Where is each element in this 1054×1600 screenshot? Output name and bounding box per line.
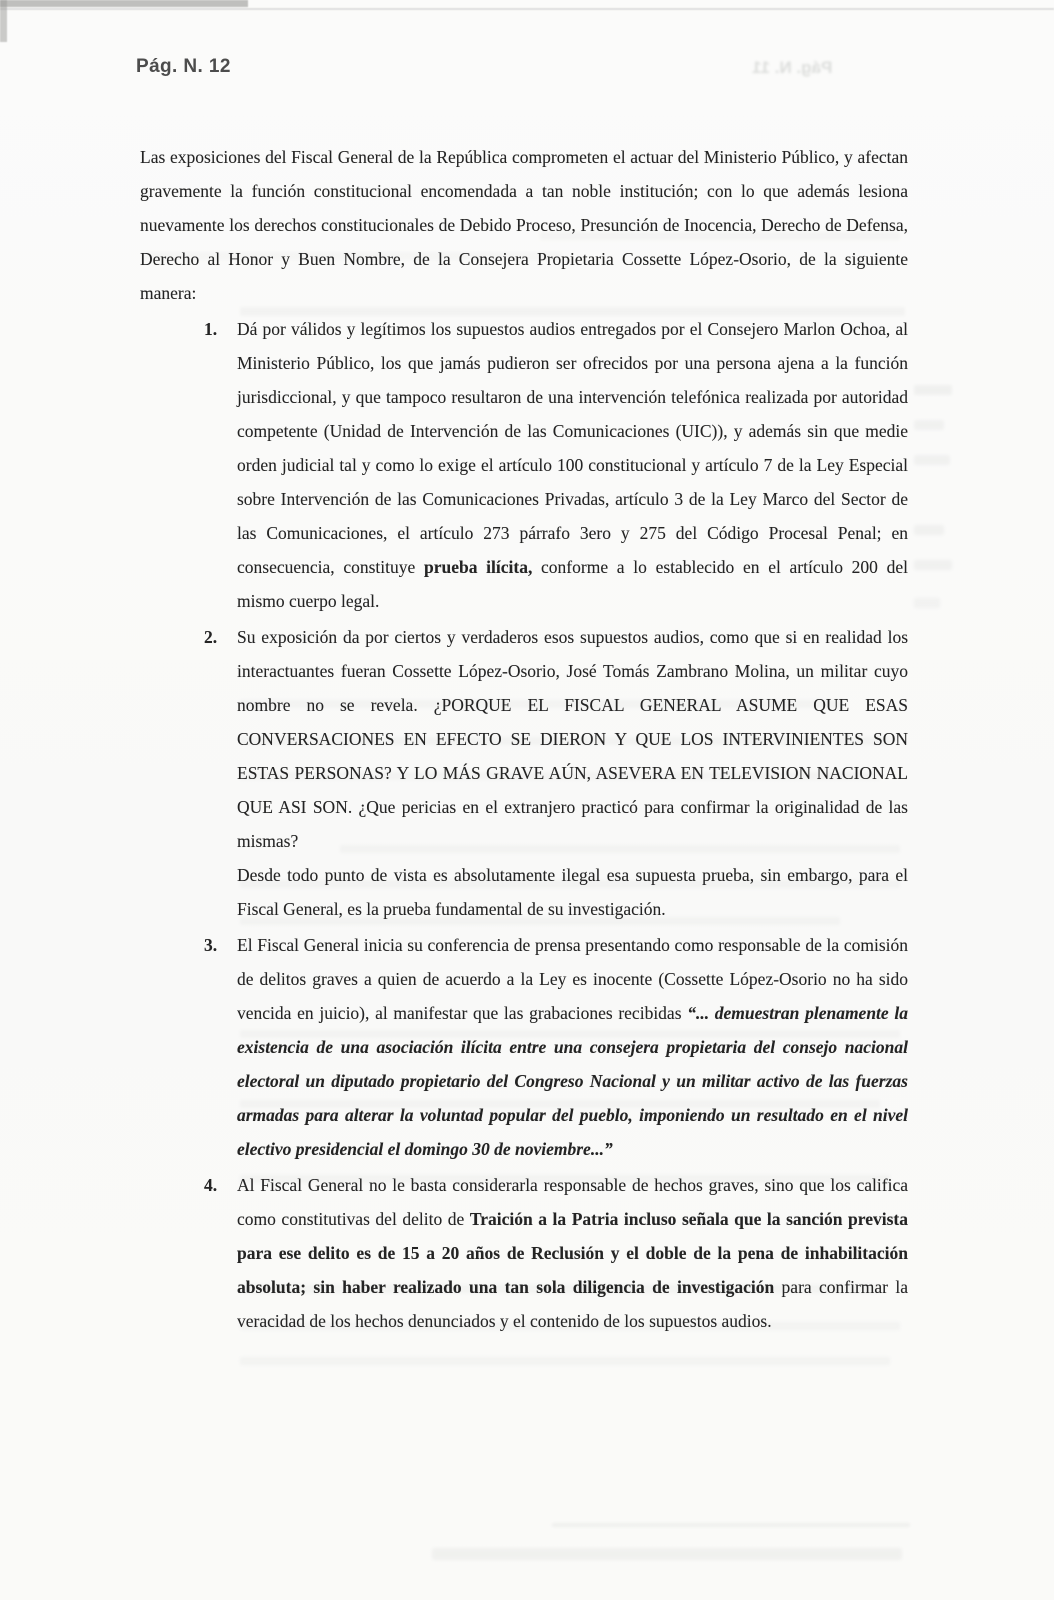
- bleed-through-mark: [552, 1524, 910, 1526]
- text-segment: Traición a la Patria incluso señala que la sanción prevista para ese delito es de 15 a 20 años de Reclusión y el doble de la pena de inhabilitación absoluta; sin haber realizado una tan sola diligencia de investigación: [237, 1209, 908, 1297]
- intro-paragraph: Las exposiciones del Fiscal General de la República comprometen el actuar del Ministerio Público, y afectan gravemente la función constitucional encomendada a tan noble institución; con lo que además lesiona nuevamente los derechos constitucionales de Debido Proceso, Presunción de Inocencia, Derecho de Defensa, Derecho al Honor y Buen Nombre, de la Consejera Propietaria Cossette López-Osorio, de la siguiente manera:: [140, 147, 908, 303]
- bleed-through-mark: [914, 455, 950, 465]
- item-number: 3.: [204, 935, 218, 955]
- page-number: Pág. N. 12: [136, 56, 231, 77]
- item-text: [237, 627, 908, 919]
- bleed-through-mark: [914, 525, 944, 535]
- text-segment: El Fiscal General inicia su conferencia de prensa presentando como responsable de la comisión de delitos graves a quien de acuerdo a la Ley es inocente (Cossette López-Osorio no ha sido vencida en juicio), al manifestar que las grabaciones recibidas: [237, 935, 908, 1023]
- text-segment: Dá por válidos y legítimos los supuestos audios entregados por el Consejero Marlon Ochoa, al Ministerio Público, los que jamás pudieron ser ofrecidos por una persona ajena a la función jurisdiccional, y que tampoco resultaron de una intervención telefónica realizada por autoridad competente (Unidad de Intervención de las Comunicaciones (UIC)), y además sin que medie orden judicial tal y como lo exige el artículo 100 constitucional y artículo 7 de la Ley Especial sobre Intervención de las Comunicaciones Privadas, artículo 3 de la Ley Marco del Sector de las Comunicaciones, el artículo 273 párrafo 3ero y 275 del Código Procesal Penal; en consecuencia, constituye: [237, 319, 908, 577]
- list-item: [204, 312, 908, 618]
- bleed-through-mark: [432, 1548, 902, 1560]
- text-segment: “... demuestran plenamente la existencia de una asociación ilícita entre una consejera propietaria del consejo nacional electoral un diputado propietario del Congreso Nacional y un militar activo de las fuerzas armadas para alterar la voluntad popular del pueblo, imponiendo un resultado en el nivel electivo presidencial el domingo 30 de noviembre...”: [237, 1003, 909, 1159]
- bleed-through-page-number: Pág. N. 11: [752, 58, 833, 77]
- list-item: [204, 928, 909, 1166]
- bleed-through-mark: [914, 420, 944, 430]
- numbered-list: [204, 312, 909, 1338]
- bleed-through-mark: [914, 598, 940, 608]
- item-text: [237, 319, 908, 611]
- item-number: 4.: [204, 1175, 218, 1195]
- text-segment: para confirmar la veracidad de los hechos denunciados y el contenido de los supuestos audios.: [237, 1277, 908, 1331]
- document-body: [140, 140, 908, 1340]
- item-number: 2.: [204, 627, 218, 647]
- text-segment: conforme a lo establecido en el artículo 200 del mismo cuerpo legal.: [237, 557, 908, 611]
- item-text: [237, 1175, 908, 1331]
- list-item: [204, 1168, 908, 1338]
- text-segment: Su exposición da por ciertos y verdaderos esos supuestos audios, como que si en realidad los interactuantes fueran Cossette López-Osorio, José Tomás Zambrano Molina, un militar cuyo nombre no se revela. ¿PORQUE EL FISCAL GENERAL ASUME QUE ESAS CONVERSACIONES EN EFECTO SE DIERON Y QUE LOS INTERVINIENTES SON ESTAS PERSONAS? Y LO MÁS GRAVE AÚN, ASEVERA EN TELEVISION NACIONAL QUE ASI SON. ¿Que pericias en el extranjero practicó para confirmar la originalidad de las mismas?: [237, 627, 908, 851]
- text-segment: prueba ilícita,: [423, 557, 533, 577]
- text-segment: Desde todo punto de vista es absolutamente ilegal esa supuesta prueba, sin embargo, para el Fiscal General, es la prueba fundamental de su investigación.: [237, 865, 908, 919]
- item-text: [237, 935, 908, 1159]
- bleed-through-mark: [240, 1357, 890, 1365]
- bleed-through-mark: [914, 385, 952, 395]
- list-item: [204, 620, 908, 926]
- bleed-through-mark: [914, 560, 952, 570]
- item-number: 1.: [204, 319, 218, 339]
- text-segment: Al Fiscal General no le basta considerarla responsable de hechos graves, sino que los califica como constitutivas del delito de: [237, 1175, 908, 1229]
